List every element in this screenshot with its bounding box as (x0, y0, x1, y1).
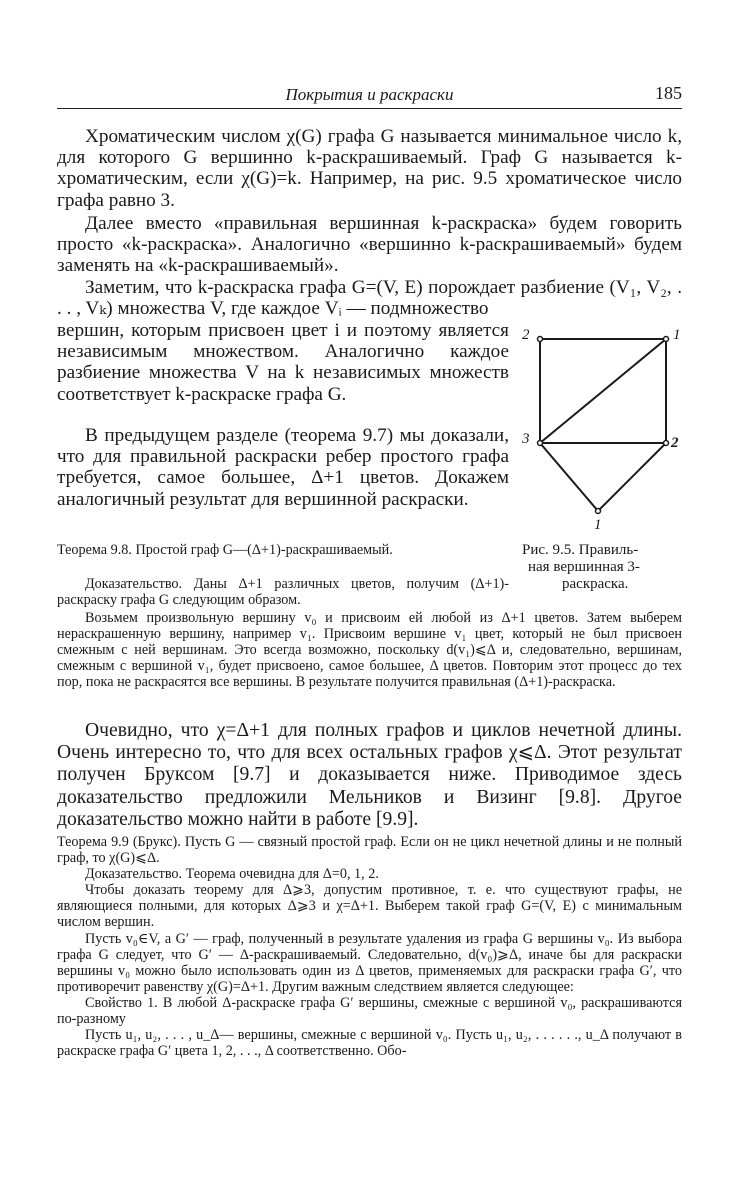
vertex-top-left (538, 337, 543, 342)
paragraph-brooks-intro: Очевидно, что χ=Δ+1 для полных графов и циклов нечетной длины. Очень интересно то, что для всех остальных графов χ⩽Δ. Этот результат получен Бруксом [9.7] и доказывается ниже. Приводимое здесь доказательство предложили Мельников и Визинг [9.8]. Другое доказательство можно найти в работе [9.9]. (57, 720, 682, 830)
edge-3-bottom (540, 443, 598, 511)
proof-9-9-d: Свойство 1. В любой Δ-раскраске графа G′ вершины, смежные с вершиной v₀, раскрашиваются по-разному (57, 994, 682, 1028)
vertex-mid-right (664, 441, 669, 446)
proof-9-8-text: Возьмем произвольную вершину v₀ и присвоим ей любой из Δ+1 цветов. Затем выберем нераскрашенную вершину, например v₁. Присвоим вершине v₁ цвет, который не был присвоен смежным с ней вершинам. Это всегда возможно, поскольку d(v₁)⩽Δ и, следовательно, вершинам, смежным с вершиной v₁, будет присвоено, самое большее, Δ цветов. Повторим этот процесс до тех пор, пока не раскрасятся все вершины. В результате получится правильная (Δ+1)-раскраска. (57, 610, 682, 691)
proof-9-9-c: Пусть v₀∈V, а G′ — граф, полученный в результате удаления из графа G вершины v₀. Из выбора графа G следует, что G′ — Δ-раскрашиваемый. Следовательно, d(v₀)⩾Δ, иначе бы для раскраски вершины v₀ можно было использовать один из Δ цветов, применяемых для раскраски графа G′, что противоречит равенству χ(G)=Δ+1. Другим важным следствием является следующее: (57, 930, 682, 995)
paragraph-terminology: Далее вместо «правильная вершинная k-раскраска» будем говорить просто «k-раскраска». Аналогично «вершинно k-раскрашиваемый» будем заменять на «k-раскрашиваемый». (57, 213, 682, 277)
paragraph-previous-section: В предыдущем разделе (теорема 9.7) мы доказали, что для правильной раскраски ребер простого графа требуется, самое большее, Δ+1 цветов. Докажем аналогичный результат для вершинной раскраски. (57, 425, 509, 510)
edge-2-bottom (598, 443, 666, 511)
paragraph-partition-rest: вершин, которым присвоен цвет i и поэтому является независимым множеством. Аналогично каждое разбиение множества V на k независимых множеств соответствует k-раскраске графа G. (57, 320, 509, 405)
graph-diagram (510, 325, 690, 535)
vertex-label-top-left: 2 (522, 327, 530, 343)
vertex-mid-left (538, 441, 543, 446)
proof-9-8-intro: Доказательство. Даны Δ+1 различных цветов, получим (Δ+1)-раскраску графа G следующим образом. (57, 576, 509, 609)
vertex-label-mid-left: 3 (522, 431, 530, 447)
proof-9-9-a: Доказательство. Теорема очевидна для Δ=0, 1, 2. (85, 866, 379, 883)
proof-9-9-b: Чтобы доказать теорему для Δ⩾3, допустим противное, т. е. что существуют графы, не являющиеся полными, для которых Δ⩾3 и χ=Δ+1. Выберем такой граф G=(V, E) с минимальным числом вершин. (57, 882, 682, 931)
theorem-9-9-block (57, 834, 682, 1059)
vertex-bottom (596, 509, 601, 514)
caption-line-1: Рис. 9.5. Правиль- (522, 542, 639, 558)
edge-3-1 (540, 339, 666, 443)
figure-9-5-graph (510, 325, 690, 535)
caption-line-3: раскраска. (562, 576, 629, 592)
page-number: 185 (655, 83, 682, 103)
vertex-label-bottom: 1 (594, 517, 602, 533)
running-title: Покрытия и раскраски (285, 85, 454, 104)
caption-line-2: ная вершинная 3- (528, 559, 640, 575)
vertex-label-top-right: 1 (673, 327, 681, 343)
figure-caption (522, 542, 687, 593)
vertex-label-mid-right: 2 (671, 435, 679, 451)
theorem-9-8: Теорема 9.8. Простой граф G—(Δ+1)-раскрашиваемый. (57, 542, 393, 558)
running-head (57, 82, 682, 109)
paragraph-partition-first: Заметим, что k-раскраска графа G=(V, E) порождает разбиение (V₁, V₂, . . . , Vₖ) множества V, где каждое Vᵢ — подмножество (57, 277, 682, 320)
paragraph-chromatic-number: Хроматическим числом χ(G) графа G называется минимальное число k, для которого G вершинно k-раскрашиваемый. Граф G называется k-хроматическим, если χ(G)=k. Например, на рис. 9.5 хроматическое число графа равно 3. (57, 126, 682, 211)
theorem-9-9: Теорема 9.9 (Брукс). Пусть G — связный простой граф. Если он не цикл нечетной длины и не полный граф, то χ(G)⩽Δ. (57, 834, 682, 867)
vertex-top-right (664, 337, 669, 342)
proof-9-8-body (57, 610, 682, 690)
proof-9-9-e: Пусть u₁, u₂, . . . , u_Δ— вершины, смежные с вершиной v₀. Пусть u₁, u₂, . . . . . ., u_Δ получают в раскраске графа G′ цвета 1, 2, . . ., Δ соответственно. Обо- (57, 1027, 682, 1060)
